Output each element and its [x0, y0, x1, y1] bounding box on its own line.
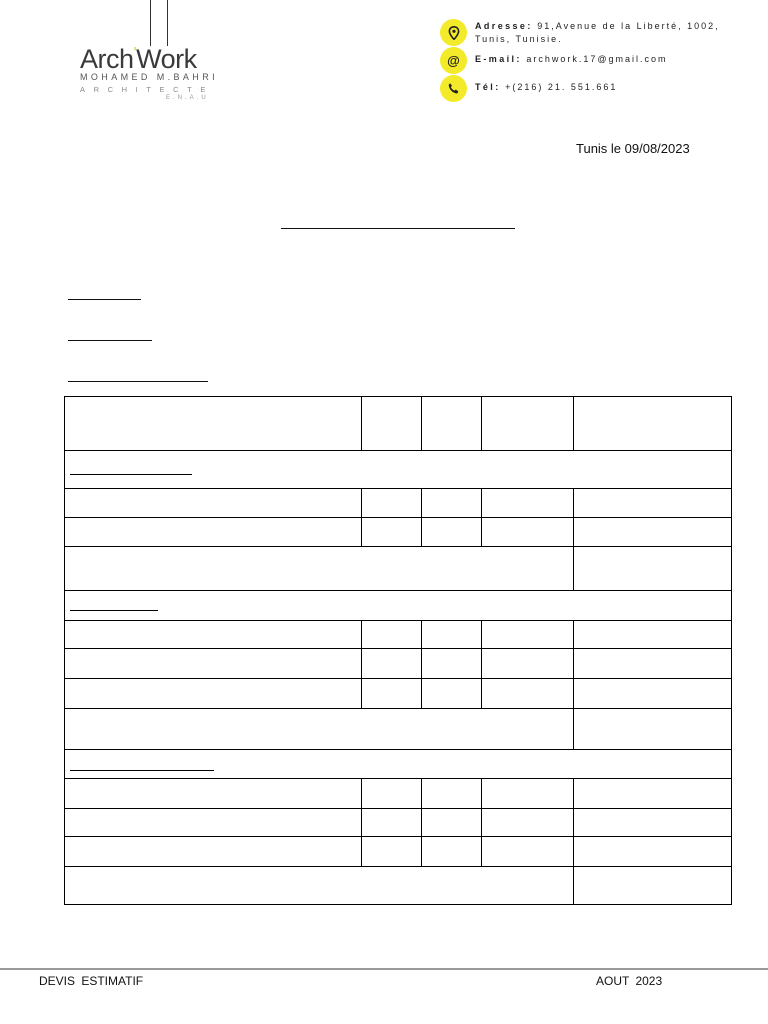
phone-label: Tél: [475, 82, 501, 92]
document-title-line [281, 228, 515, 229]
section-title-line [70, 610, 158, 611]
table-row [65, 649, 731, 679]
table-column-divider [573, 867, 574, 904]
table-column-divider [481, 809, 482, 836]
table-row [65, 518, 731, 547]
company-logo [78, 0, 218, 110]
table-column-divider [481, 621, 482, 648]
table-column-divider [481, 397, 482, 450]
table-row [65, 679, 731, 709]
at-sign-icon: @ [440, 47, 467, 74]
address-line2: Tunis, Tunisie. [475, 34, 563, 44]
table-column-divider [573, 779, 574, 808]
quote-table [64, 396, 732, 905]
logo-school: E.N.A.U [166, 95, 209, 101]
logo-title: ARCHITECTE [80, 85, 214, 94]
field-line-3 [68, 381, 208, 382]
contact-address [440, 19, 720, 46]
table-column-divider [573, 547, 574, 590]
table-column-divider [361, 809, 362, 836]
table-column-divider [573, 621, 574, 648]
table-section-row [65, 591, 731, 621]
table-column-divider [421, 489, 422, 517]
table-column-divider [573, 649, 574, 678]
table-row [65, 489, 731, 518]
table-column-divider [481, 679, 482, 708]
email-label: E-mail: [475, 54, 522, 64]
table-column-divider [481, 837, 482, 866]
contact-email [440, 47, 668, 74]
table-column-divider [421, 779, 422, 808]
table-column-divider [481, 779, 482, 808]
section-title-line [70, 770, 214, 771]
phone-icon [440, 75, 467, 102]
phone-value: +(216) 21. 551.661 [505, 82, 618, 92]
table-row [65, 779, 731, 809]
table-column-divider [361, 397, 362, 450]
address-value: 91,Avenue de la Liberté, 1002, [537, 21, 720, 31]
table-column-divider [361, 779, 362, 808]
table-column-divider [361, 837, 362, 866]
logo-architect-name: MOHAMED M.BAHRI [80, 72, 219, 82]
table-column-divider [361, 679, 362, 708]
table-row [65, 837, 731, 867]
table-section-row [65, 451, 731, 489]
table-column-divider [573, 809, 574, 836]
table-column-divider [421, 397, 422, 450]
table-subtotal-row [65, 547, 731, 591]
table-column-divider [481, 518, 482, 546]
table-column-divider [573, 397, 574, 450]
table-column-divider [573, 709, 574, 749]
table-column-divider [421, 621, 422, 648]
field-line-1 [68, 299, 141, 300]
email-value: archwork.17@gmail.com [526, 54, 668, 64]
table-row [65, 809, 731, 837]
table-column-divider [421, 518, 422, 546]
table-header-row [65, 397, 731, 451]
table-total-row [65, 867, 731, 904]
table-column-divider [421, 837, 422, 866]
table-column-divider [361, 489, 362, 517]
footer-document-type: DEVIS ESTIMATIF [39, 974, 144, 988]
location-pin-icon [440, 19, 467, 46]
table-column-divider [421, 679, 422, 708]
table-section-row [65, 750, 731, 779]
table-column-divider [573, 489, 574, 517]
section-title-line [70, 474, 192, 475]
document-date: Tunis le 09/08/2023 [576, 141, 690, 156]
table-column-divider [481, 649, 482, 678]
contact-phone [440, 75, 617, 102]
field-line-2 [68, 340, 152, 341]
logo-pillars [150, 0, 168, 46]
logo-brand: Arch'Work [80, 44, 197, 74]
address-label: Adresse: [475, 21, 533, 31]
table-row [65, 621, 731, 649]
table-column-divider [421, 809, 422, 836]
table-column-divider [421, 649, 422, 678]
table-column-divider [361, 518, 362, 546]
table-column-divider [481, 489, 482, 517]
footer-period: AOUT 2023 [596, 974, 663, 988]
table-subtotal-row [65, 709, 731, 750]
table-column-divider [361, 621, 362, 648]
table-column-divider [573, 837, 574, 866]
table-column-divider [573, 518, 574, 546]
table-column-divider [573, 679, 574, 708]
footer-divider [0, 968, 768, 970]
table-column-divider [361, 649, 362, 678]
